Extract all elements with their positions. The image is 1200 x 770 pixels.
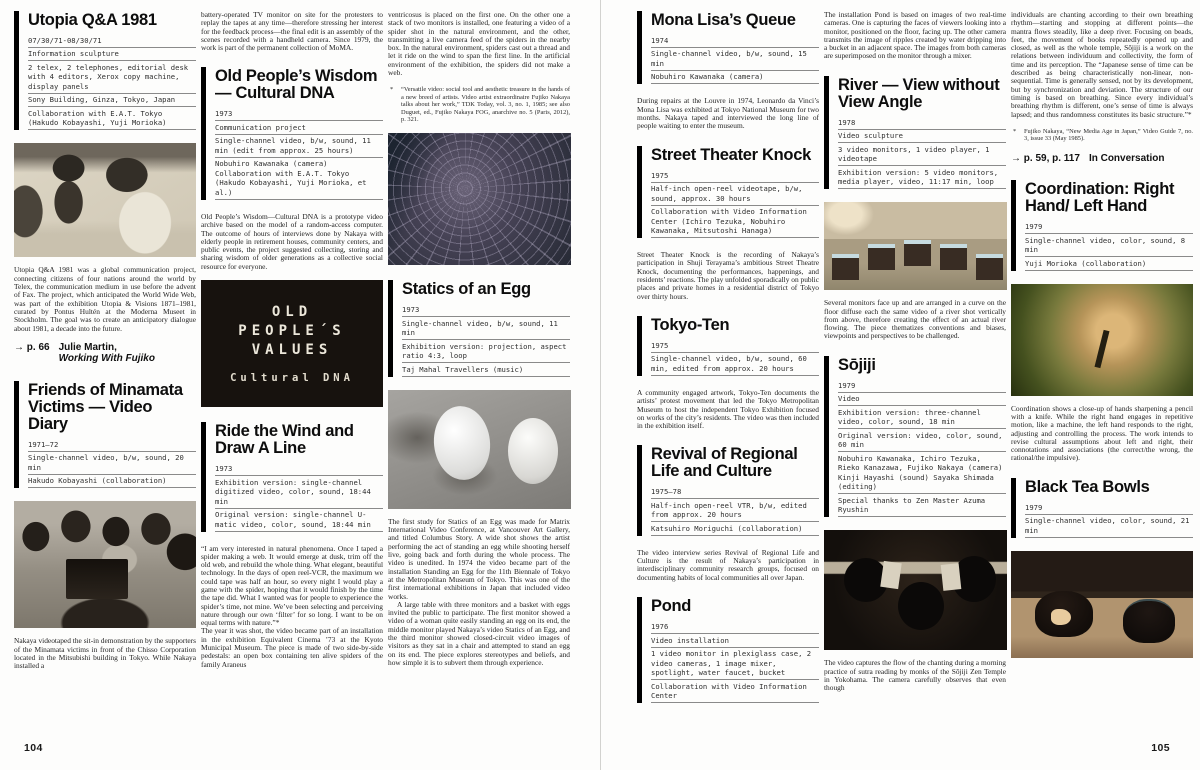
tokyo-ten-description: A community engaged artwork, Tokyo-Ten documents the artists’ protest movement that led the Tokyo Metropolitan Museum to host the independent Tokyo Exhibition focused on works of the city’s residents. The video was then included in the exhibition itself. [637, 387, 819, 431]
work-title-sojiji: Sōjiji [838, 355, 876, 374]
cross-reference-julie-martin [14, 342, 196, 365]
egg-shape [508, 418, 558, 484]
work-entry-black-tea-bowls [1011, 478, 1193, 538]
work-title-tokyo-ten: Tokyo-Ten [651, 315, 730, 334]
sutra-book-shape [880, 561, 901, 589]
meta-row: Collaboration with E.A.T. Tokyo (Hakudo Kobayashi, Yuji Morioka) [28, 107, 196, 130]
utopia-photo-image [14, 143, 196, 257]
xref-target: Julie Martin, Working With Fujiko [58, 341, 155, 365]
meta-row: Single-channel video, color, sound, 8 min [1025, 234, 1193, 257]
work-meta-revival [651, 487, 819, 536]
work-meta-street-theater-knock [651, 171, 819, 239]
ride-the-wind-description: The year it was shot, the video became part of an installation in the exhibition Equivalent Cinema ’73 at the Kyoto Municipal Museum. The piece is made of two side-by-side pedestals: an open box containing ten alive spiders of the family Araneus [201, 626, 383, 669]
title-card-line: PEOPLE´S [238, 323, 346, 340]
monitor-box-shape [868, 244, 895, 270]
meta-row: 1978 [838, 118, 1006, 130]
meta-row: Original version: single-channel U-matic video, color, sound, 18:44 min [215, 509, 383, 532]
meta-row: 1971–72 [28, 440, 196, 452]
spider-web-photo-image [388, 133, 571, 265]
work-entry-coordination [1011, 180, 1193, 270]
meta-row: Half-inch open-reel videotape, b/w, sound, approx. 30 hours [651, 183, 819, 206]
footnote-text: “Versatile video: social tool and aesthetic treasure in the hands of a new breed of artists. Video artist extraordinaire Fujiko Nakaya talks about her work,” TDK Today, vol. 3, no. 1, 1985; see also Duguet, ed., Fujiko Nakaya FOG, anarchive no. 5 (Paris, 2012), p. 321. [401, 86, 570, 123]
page-number-104: 104 [24, 742, 43, 754]
minamata-description: Nakaya videotaped the sit-in demonstration by the supporters of the Minamata victims in front of the Chisso Corporation located in the Mitsubishi building in Tokyo. While Nakaya installed a [14, 636, 196, 671]
work-entry-statics-of-an-egg [388, 280, 570, 376]
old-peoples-values-title-card-image [201, 280, 383, 407]
meta-row: Original version: video, color, sound, 60 min [838, 429, 1006, 452]
work-title-mona-lisas-queue: Mona Lisa’s Queue [651, 11, 796, 29]
tea-bowl-shape [1123, 599, 1175, 643]
meta-row: 2 telex, 2 telephones, editorial desk with 4 editors, Xerox copy machine, display panels [28, 61, 196, 94]
pond-description: The installation Pond is based on images of two real-time cameras. One is capturing the faces of viewers looking into a monitor, positioned on the floor, facing up. The other camera transmits the image of ripples created by water dripping into a bucket in an adjacent space. The images from both cameras are superimposed on the monitor through a mixer. [824, 10, 1006, 61]
asterisk-icon: * [390, 86, 394, 94]
meta-row: Video installation [651, 634, 819, 648]
page-right [600, 0, 1200, 770]
meta-row: 1979 [1025, 222, 1193, 234]
meta-row: Collaboration with Video Information Center (Ichiro Tezuka, Nobuhiro Kawanaka, Mitsutoshi Hanaga) [651, 206, 819, 239]
sojiji-description-continued: individuals are chanting according to their own breathing rhythm—starting and stopping at different points—the mantra flows steadily, like a deep river. Focusing on beads, feet, the movement of books repeatedly opened up and closed, as well as the whole temple, Sōjiji is a work on the relations between individuum and collectivity, the form of time and its perception. The “Japanese sense of time can be described as being characteristically non-linear, non-sequential. Time is generally sensed, not by its development, but by synchronization and deviation. The structure of our timing is based on breathing. Since every individual’s breathing rhythm is different, one’s sense of time is always lapsed; and thus randomness constitutes its basic structure.”* [1011, 10, 1193, 119]
title-card-line: VALUES [251, 341, 333, 358]
monitor-box-shape [976, 254, 1003, 280]
meta-row: Hakudo Kobayashi (collaboration) [28, 475, 196, 489]
meta-row: Exhibition version: 5 video monitors, media player, video, 11:17 min, loop [838, 166, 1006, 189]
work-meta-utopia [28, 36, 196, 131]
work-meta-tokyo-ten [651, 341, 819, 376]
column-4 [637, 11, 819, 716]
statics-of-an-egg-description: The first study for Statics of an Egg was made for Matrix International Video Conference, at Vancouver Art Gallery, and titled Columbus Story. A wide shot shows the artist performing the act of standing an egg while shooting herself live, going back and forth during the whole process. The video is unedited. In 1974 the video became part of the installation Standing an Egg for the 11th Biennale of Tokyo at the Metropolitan Museum of Tokyo. This was one of the first international exhibitions in Japan that included video works. [388, 516, 570, 601]
work-entry-pond [637, 597, 819, 703]
title-card-subtitle: Cultural DNA [230, 371, 354, 384]
meta-row: Yuji Morioka (collaboration) [1025, 257, 1193, 271]
river-description: Several monitors face up and are arranged in a curve on the floor diffuse each the same video of a river shot vertically from above, therefore creating the effect of an actual river flowing. The piece thematizes conventions and biases, viewpoints and perspectives to be challenged. [824, 298, 1006, 341]
egg-shape [430, 403, 493, 482]
meta-row: Single-channel video, b/w, sound, 15 min [651, 48, 819, 71]
work-meta-river [838, 118, 1006, 190]
work-entry-old-peoples-wisdom [201, 67, 383, 199]
work-title-revival: Revival of Regional Life and Culture [651, 445, 798, 481]
meta-row: Exhibition version: three-channel video, color, sound, 18 min [838, 406, 1006, 429]
monitor-box-shape [940, 244, 967, 270]
video-recorder-shape [66, 559, 128, 599]
title-card-line: OLD [271, 304, 313, 321]
ride-the-wind-description-continued: ventricosus is placed on the first one. On the other one a stack of two monitors is installed, one featuring a video of a spider shot in the natural environment, and the other, transmitting a live camera feed of the spiders in the nearby box. In the natural environment, spiders cast out a thread and let it ride on the wind to span the first line. In the artificial environment of the exhibition, the spiders did not make a web. [388, 10, 570, 78]
meta-row: 1973 [402, 305, 570, 317]
work-title-pond: Pond [651, 597, 692, 616]
sutra-book-shape [941, 563, 962, 591]
cross-reference-in-conversation [1011, 153, 1193, 165]
old-peoples-wisdom-description: Old People’s Wisdom—Cultural DNA is a prototype video archive based on the model of a random-access computer. The outcome of hours of interviews done by Nakaya with elderly people in retirement houses, community centers, and public events, the project suggested collecting, storing and sharing wisdom of older generations as a collective social resource for everyone. [201, 211, 383, 271]
work-title-black-tea-bowls: Black Tea Bowls [1025, 477, 1150, 496]
meta-row: 1976 [651, 622, 819, 634]
work-title-river: River — View without View Angle [838, 75, 1000, 111]
work-title-utopia: Utopia Q&A 1981 [28, 11, 157, 29]
meta-row: Taj Mahal Travellers (music) [402, 363, 570, 377]
meta-row: Nobuhiro Kawanaka (camera) [651, 71, 819, 85]
meta-row: Single-channel video, b/w, sound, 11 min (edit from approx. 25 hours) [215, 135, 383, 158]
work-meta-minamata [28, 440, 196, 489]
work-entry-street-theater-knock [637, 146, 819, 238]
meta-row: Half-inch open-reel VTR, b/w, edited from approx. 20 hours [651, 499, 819, 522]
work-title-old-peoples-wisdom: Old People’s Wisdom — Cultural DNA [215, 67, 378, 103]
monk-silhouette-shape [898, 582, 944, 630]
meta-row: 07/30/71-08/30/71 [28, 36, 196, 48]
column-3 [388, 11, 570, 680]
pencil-shape [1094, 329, 1109, 367]
column-5 [824, 11, 1006, 716]
work-entry-utopia [14, 11, 196, 130]
meta-row: 1973 [215, 464, 383, 476]
meta-row: 1979 [838, 381, 1006, 393]
work-entry-river [824, 76, 1006, 189]
meta-row: Katsuhiro Moriguchi (collaboration) [651, 522, 819, 536]
meta-row: Exhibition version: single-channel digitized video, color, sound, 18:44 min [215, 476, 383, 509]
meta-row: Video [838, 393, 1006, 407]
coordination-description: Coordination shows a close-up of hands sharpening a pencil with a knife. While the right hand engages in repetitive motion, like a machine, the left hand responds to the right, adjusting and controlling the process. The work intends to revise cultural assumptions about left and right, their connotations and associations (the correct/the wrong, the rational/the impulsive). [1011, 403, 1193, 463]
work-entry-mona-lisas-queue [637, 11, 819, 84]
meta-row: Special thanks to Zen Master Azuma Ryushin [838, 494, 1006, 517]
meta-row: Communication project [215, 121, 383, 135]
work-meta-coordination [1025, 222, 1193, 271]
work-meta-pond [651, 622, 819, 703]
work-title-ride-the-wind: Ride the Wind and Draw A Line [215, 422, 354, 458]
river-installation-photo-image [824, 202, 1007, 290]
page-number-105: 105 [1151, 742, 1170, 754]
revival-description: The video interview series Revival of Regional Life and Culture is the result of Nakaya’s participation in interdisciplinary community research groups, focused on documenting habits of local communities all over Japan. [637, 547, 819, 582]
arrow-right-icon: → p. 66 [14, 341, 50, 353]
flower-motif-shape [1051, 609, 1071, 625]
minamata-photo-image [14, 501, 196, 628]
work-meta-black-tea-bowls [1025, 503, 1193, 538]
meta-row: 1973 [215, 109, 383, 121]
arrow-right-icon: → p. 59, p. 117 [1011, 152, 1080, 164]
mona-lisas-queue-description: During repairs at the Louvre in 1974, Leonardo da Vinci’s Mona Lisa was exhibited at Tokyo National Museum for two months. Nakaya taped and interviewed the long line of people waiting to enter the museum. [637, 96, 819, 131]
work-title-statics-of-an-egg: Statics of an Egg [402, 280, 531, 299]
work-meta-old-peoples-wisdom [215, 109, 383, 200]
sojiji-description: The video captures the flow of the chanting during a morning practice of sutra reading by monks of the Sōjiji Zen Temple in Yokohama. The camera carefully observes that even though [824, 658, 1006, 693]
meta-row: 1979 [1025, 503, 1193, 515]
monitor-box-shape [904, 240, 931, 266]
meta-row: Single-channel video, b/w, sound, 60 min, edited from approx. 20 hours [651, 353, 819, 376]
footnote-text: Fujiko Nakaya, “New Media Age in Japan,” Video Guide 7, no. 3, issue 33 (May 1985). [1024, 127, 1193, 143]
column-6 [1011, 11, 1193, 716]
work-meta-statics-of-an-egg [402, 305, 570, 377]
work-entry-minamata [14, 381, 196, 488]
meta-row: 1975 [651, 341, 819, 353]
black-tea-bowls-photo-image [1011, 551, 1193, 658]
meta-row: Single-channel video, b/w, sound, 11 min [402, 317, 570, 340]
footnote-versatile-video [390, 86, 570, 123]
meta-row: 1974 [651, 36, 819, 48]
meta-row: Exhibition version: projection, aspect ratio 4:3, loop [402, 340, 570, 363]
meta-row: 1975–78 [651, 487, 819, 499]
meta-row: Video sculpture [838, 130, 1006, 144]
sojiji-monks-photo-image [824, 530, 1007, 650]
xref-target: In Conversation [1088, 152, 1165, 164]
footnote-new-media-age [1013, 128, 1193, 143]
street-theater-knock-description: Street Theater Knock is the recording of Nakaya’s participation in Shuji Terayama’s ambitious Street Theatre Knock, documenting the performances, happenings, and residents’ reactions. The play unfolded sporadically on public places and private homes in a residential district of Tokyo over thirty hours. [637, 250, 819, 301]
work-entry-sojiji [824, 356, 1006, 517]
monitor-box-shape [832, 254, 859, 280]
meta-row: Single-channel video, b/w, sound, 20 min [28, 452, 196, 475]
ride-the-wind-artist-quote: “I am very interested in natural phenomena. Once I taped a spider making a web. It would emerge at dusk, trim off the old web, and rebuild the whole thing. What elegant, beautiful technology. In the days of open reel-VCR, the maximum we could tape was half an hour, so every night I would play a game with the spider, hoping that it would finish by the time the tape did. What I wanted was for people to experience the spider’s time, not mine. We’ve been selecting and perceiving nature through our own ‘filter’ for so long. I want to be on equal terms with nature.”* [201, 543, 383, 628]
minamata-description-continued: battery-operated TV monitor on site for the protesters to replay the tapes at any time—therefore stressing her interest for the feedback process—the final edit is an assembly of the scenes recorded with a handheld camera. Since 1979, the work is part of the permanent collection of MoMA. [201, 10, 383, 53]
column-2 [201, 11, 383, 680]
eggs-photo-image [388, 390, 571, 509]
coordination-hands-photo-image [1011, 284, 1193, 396]
meta-row: Sony Building, Ginza, Tokyo, Japan [28, 94, 196, 108]
meta-row: Nobuhiro Kawanaka (camera) Collaboration with E.A.T. Tokyo (Hakudo Kobayashi, Yuji Morioka, et al.) [215, 158, 383, 200]
work-entry-revival [637, 445, 819, 535]
meta-row: Single-channel video, color, sound, 21 min [1025, 515, 1193, 538]
meta-row: Information sculpture [28, 48, 196, 62]
work-entry-tokyo-ten [637, 316, 819, 376]
meta-row: 1975 [651, 171, 819, 183]
work-entry-ride-the-wind [201, 422, 383, 531]
work-meta-ride-the-wind [215, 464, 383, 532]
asterisk-icon: * [1013, 127, 1017, 135]
meta-row: Collaboration with Video Information Center [651, 680, 819, 703]
work-meta-mona-lisas-queue [651, 36, 819, 85]
meta-row: 1 video monitor in plexiglass case, 2 video cameras, 1 image mixer, spotlight, water faucet, bucket [651, 648, 819, 681]
work-title-coordination: Coordination: Right Hand/ Left Hand [1025, 180, 1175, 216]
work-meta-sojiji [838, 381, 1006, 518]
work-title-street-theater-knock: Street Theater Knock [651, 145, 811, 164]
column-1 [14, 11, 196, 680]
work-title-minamata: Friends of Minamata Victims — Video Diary [28, 380, 183, 433]
meta-row: Nobuhiro Kawanaka, Ichiro Tezuka, Rieko Kanazawa, Fujiko Nakaya (camera) Kinji Hayashi (sound) Sayaka Shimada (editing) [838, 452, 1006, 494]
statics-of-an-egg-description-2: A large table with three monitors and a basket with eggs invited the public to participate. The first monitor showed a video of a woman quite easily standing an egg on its end, the middle monitor played Nakaya’s video Statics of an Egg, and the third monitor showed closed-circuit video images of visitors as they sat in a chair and attempted to stand an egg on its end. The piece explores stereotypes and beliefs, and how simple it is to subvert them through experience. [388, 599, 570, 667]
utopia-description: Utopia Q&A 1981 was a global communication project, connecting citizens of four nations around the world by Telex, the communication medium in use before the advent of Fax. The project, which anticipated the World Wide Web, was part of the exhibition Utopia & Visions 1871–1981, curated by Pontus Hultén at the Moderna Museet in Stockholm. The goal was to create an anticipatory dialogue about 1981, a decade into the future. [14, 265, 196, 333]
meta-row: 3 video monitors, 1 video player, 1 videotape [838, 143, 1006, 166]
